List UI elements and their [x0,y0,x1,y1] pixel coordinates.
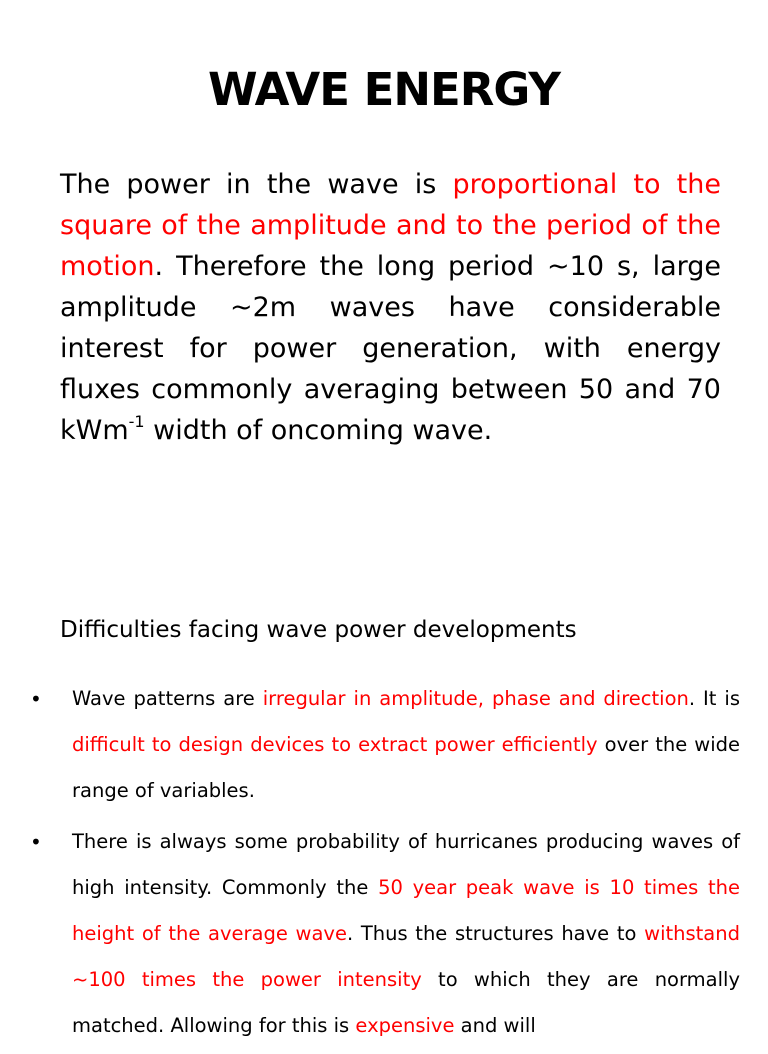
intro-highlight: proportional to the square of the amplitude and to the period of the motion [60,169,721,282]
bullet-highlight: expensive [355,1014,455,1037]
intro-paragraph [60,164,721,451]
bullet-text-segment: and will [454,1014,536,1037]
bullet-highlight: difficult to design devices to extract power efficiently [72,733,598,756]
bullet-highlight: 50 year peak wave is 10 times the height of the average wave [72,876,740,945]
bullet-icon: • [30,830,42,854]
list-item [0,676,768,814]
bullet-icon: • [30,687,42,711]
list-item [0,819,768,1049]
intro-text-3: width of oncoming wave. [144,415,493,446]
bullet-text-segment: . It is [688,687,740,710]
bullet-text-segment: Wave patterns are [72,687,263,710]
bullet-text-segment: . Thus the structures have to [346,922,645,945]
bullet-text-segment: over the wide range of variables. [72,733,740,802]
bullet-highlight: irregular in amplitude, phase and direction [262,687,689,710]
intro-text-1: The power in the wave is [60,169,453,200]
bullet-text-segment: There is always some probability of hurricanes producing waves of high intensity. Commonly the [72,830,740,899]
bullet-highlight: withstand ~100 times the power intensity [72,922,740,991]
bullet-text [72,676,740,814]
unit-superscript: -1 [128,412,145,431]
bullet-text-segment: to which they are normally matched. Allowing for this is [72,968,740,1037]
intro-text-2: . Therefore the long period ~10 s, large amplitude ~2m waves have considerable interest for power generation, with energy fluxes commonly averaging between 50 and 70 kWm [60,251,721,446]
page-title: WAVE ENERGY [208,63,560,116]
section-heading: Difficulties facing wave power developments [60,617,577,643]
difficulties-list [0,676,768,1054]
bullet-text [72,819,740,1049]
